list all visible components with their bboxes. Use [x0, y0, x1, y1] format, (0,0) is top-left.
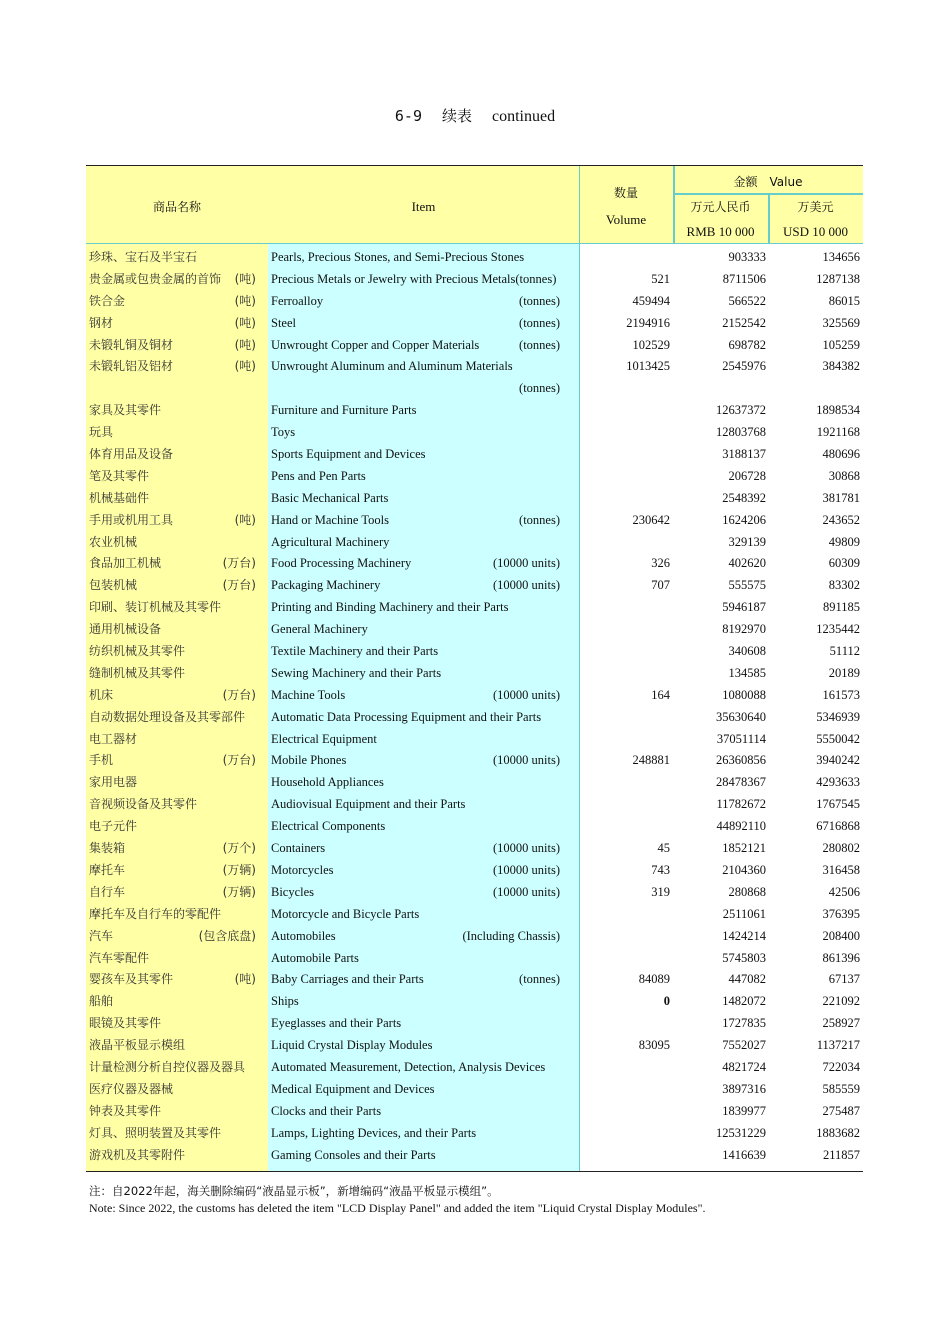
usd-value-cell: 891185: [822, 600, 860, 615]
unit-en: (tonnes): [519, 381, 560, 396]
table-row: [86, 400, 863, 422]
table-row: [86, 1145, 863, 1167]
table-row: [86, 729, 863, 751]
unit-en: (10000 units): [492, 687, 560, 702]
volume-cell: 707: [651, 578, 670, 593]
header-rmb-cn: 万元人民币: [690, 200, 751, 214]
item-name-en: Bicycles: [271, 884, 315, 899]
item-name-cn: 贵金属或包贵金属的首饰: [89, 271, 222, 286]
item-name-cn: 手机: [89, 753, 114, 768]
item-name-cn: 纺织机械及其零件: [89, 644, 186, 659]
table-row: [86, 247, 863, 269]
table-row: [86, 707, 863, 729]
item-name-en: Containers: [271, 841, 326, 856]
volume-cell: 326: [651, 556, 670, 571]
usd-value-cell: 161573: [822, 687, 860, 702]
rmb-value-cell: 3188137: [722, 447, 766, 462]
usd-value-cell: 585559: [822, 1081, 860, 1096]
usd-value-cell: 243652: [822, 512, 860, 527]
item-name-cn: 未锻轧铜及铜材: [89, 337, 174, 352]
rmb-value-cell: 3897316: [722, 1081, 766, 1096]
table-row: [86, 663, 863, 685]
volume-cell: 743: [651, 862, 670, 877]
table-row: [86, 838, 863, 860]
table-row: [86, 816, 863, 838]
table-row: [86, 794, 863, 816]
rmb-value-cell: 12531229: [716, 1125, 766, 1140]
rmb-value-cell: 12803768: [716, 425, 766, 440]
table-number: 6-9: [394, 107, 422, 125]
note-en: Note: Since 2022, the customs has deleted the item "LCD Display Panel" and added the item "Liquid Crystal Display Modules".: [89, 1201, 706, 1215]
table-title: [0, 105, 950, 126]
table-row: [86, 1123, 863, 1145]
item-name-en: Electrical Equipment: [271, 731, 377, 746]
unit-en: (tonnes): [519, 972, 560, 987]
rmb-value-cell: 28478367: [716, 775, 766, 790]
table-row: [86, 313, 863, 335]
volume-cell: 230642: [632, 512, 670, 527]
item-name-en: Automatic Data Processing Equipment and their Parts: [271, 709, 542, 724]
usd-value-cell: 480696: [822, 447, 860, 462]
item-name-en: Textile Machinery and their Parts: [271, 644, 439, 659]
unit-en: (10000 units): [492, 556, 560, 571]
volume-cell: 84089: [638, 972, 670, 987]
header-item-en: Item: [411, 199, 436, 214]
rmb-value-cell: 8711506: [722, 271, 766, 286]
item-name-en: Pearls, Precious Stones, and Semi-Precious Stones: [271, 250, 525, 264]
item-name-en: Packaging Machinery: [271, 578, 381, 593]
usd-value-cell: 83302: [828, 578, 860, 593]
volume-cell: 459494: [632, 293, 670, 308]
table-row: [86, 860, 863, 882]
rmb-value-cell: 7552027: [722, 1038, 766, 1053]
item-name-en: Sewing Machinery and their Parts: [271, 665, 442, 680]
item-name-cn: 钢材: [89, 315, 114, 330]
rmb-value-cell: 11782672: [716, 797, 766, 812]
item-name-cn: 农业机械: [89, 534, 138, 549]
table-row: [86, 575, 863, 597]
usd-value-cell: 376395: [822, 906, 860, 921]
item-name-cn: 音视频设备及其零件: [89, 797, 198, 812]
volume-cell: 319: [651, 884, 670, 899]
rmb-value-cell: 280868: [728, 884, 766, 899]
title-cn: 续表: [441, 107, 472, 125]
rmb-value-cell: 329139: [728, 534, 766, 549]
item-name-cn: 通用机械设备: [89, 622, 162, 637]
item-name-en: Lamps, Lighting Devices, and their Parts: [271, 1125, 477, 1140]
unit-cn: (吨): [234, 271, 256, 286]
table-row: [86, 641, 863, 663]
rmb-value-cell: 26360856: [716, 753, 766, 768]
header-rmb-en: RMB 10 000: [686, 224, 755, 239]
item-name-en: General Machinery: [271, 622, 368, 637]
rmb-value-cell: 1852121: [722, 841, 766, 856]
rmb-value-cell: 2104360: [722, 862, 766, 877]
item-name-en: Food Processing Machinery: [271, 556, 412, 571]
table-row: [86, 1013, 863, 1035]
unit-en: (10000 units): [492, 841, 560, 856]
usd-value-cell: 221092: [822, 994, 860, 1009]
unit-en: (10000 units): [492, 862, 560, 877]
item-name-cn: 玩具: [89, 425, 114, 440]
table-row: [86, 772, 863, 794]
rmb-value-cell: 566522: [728, 293, 766, 308]
table-row: [86, 510, 863, 532]
table-row: [86, 335, 863, 357]
usd-value-cell: 1287138: [816, 271, 860, 286]
rmb-value-cell: 1727835: [722, 1016, 766, 1031]
header-usd-en: USD 10 000: [782, 224, 848, 239]
unit-cn: (吨): [234, 293, 256, 308]
unit-en: (10000 units): [492, 753, 560, 768]
usd-value-cell: 316458: [822, 862, 860, 877]
unit-cn: (万台): [222, 578, 256, 593]
item-name-cn: 摩托车: [89, 862, 126, 877]
rmb-value-cell: 12637372: [716, 403, 766, 418]
item-name-en: Unwrought Copper and Copper Materials: [271, 337, 480, 352]
unit-cn: (吨): [234, 512, 256, 527]
item-name-en: Automated Measurement, Detection, Analysis Devices: [271, 1059, 546, 1074]
usd-value-cell: 20189: [828, 665, 860, 680]
item-name-en: Automobile Parts: [271, 950, 359, 965]
table-row: [86, 532, 863, 554]
table-row: [86, 1035, 863, 1057]
item-name-cn: 手用或机用工具: [89, 512, 174, 527]
rmb-value-cell: 5946187: [722, 600, 766, 615]
unit-en: (10000 units): [492, 578, 560, 593]
table-row: [86, 444, 863, 466]
item-name-en: Motorcycles: [271, 862, 334, 877]
item-name-cn: 婴孩车及其零件: [89, 972, 174, 987]
item-name-en: Agricultural Machinery: [271, 534, 390, 549]
rmb-value-cell: 44892110: [716, 819, 766, 834]
unit-en: (10000 units): [492, 884, 560, 899]
table-row: [86, 422, 863, 444]
usd-value-cell: 105259: [822, 337, 860, 352]
item-name-en: Unwrought Aluminum and Aluminum Materials: [271, 359, 513, 374]
unit-cn: (吨): [234, 337, 256, 352]
usd-value-cell: 6716868: [816, 819, 860, 834]
item-name-cn: 眼镜及其零件: [89, 1016, 162, 1031]
usd-value-cell: 1921168: [816, 425, 860, 440]
item-name-en: Toys: [271, 425, 296, 440]
table-row: [86, 1079, 863, 1101]
item-name-cn: 计量检测分析自控仪器及器具: [89, 1059, 246, 1074]
table-row: [86, 466, 863, 488]
item-name-en: Medical Equipment and Devices: [271, 1081, 435, 1096]
usd-value-cell: 208400: [822, 928, 860, 943]
usd-value-cell: 4293633: [816, 775, 860, 790]
usd-value-cell: 30868: [828, 468, 860, 483]
item-name-en: Audiovisual Equipment and their Parts: [271, 797, 466, 812]
usd-value-cell: 325569: [822, 315, 860, 330]
item-name-cn: 集装箱: [89, 841, 126, 856]
item-name-cn: 家用电器: [89, 775, 138, 790]
header-value: 金额 Value: [733, 175, 803, 189]
item-name-en: Sports Equipment and Devices: [271, 447, 426, 462]
volume-cell: 521: [651, 271, 670, 286]
item-name-cn: 珍珠、宝石及半宝石: [89, 250, 198, 264]
item-name-cn: 自行车: [89, 884, 126, 899]
usd-value-cell: 1883682: [816, 1125, 860, 1140]
volume-cell: 0: [663, 994, 670, 1009]
usd-value-cell: 86015: [828, 293, 860, 308]
table-row: [86, 926, 863, 948]
item-name-en: Baby Carriages and their Parts: [271, 972, 424, 987]
unit-cn: (吨): [234, 972, 256, 987]
rmb-value-cell: 2545976: [722, 359, 766, 374]
item-name-en: Pens and Pen Parts: [271, 468, 366, 483]
usd-value-cell: 1235442: [816, 622, 860, 637]
item-name-cn: 电工器材: [89, 731, 138, 746]
usd-value-cell: 51112: [829, 644, 860, 659]
unit-cn: (万台): [222, 753, 256, 768]
usd-value-cell: 280802: [822, 841, 860, 856]
table-body: [86, 244, 863, 1172]
item-name-en: Precious Metals or Jewelry with Precious Metals(tonnes): [271, 271, 557, 286]
usd-value-cell: 1767545: [816, 797, 860, 812]
header-volume-en: Volume: [605, 212, 647, 227]
table-row: [86, 685, 863, 707]
item-name-en: Motorcycle and Bicycle Parts: [271, 906, 420, 921]
rmb-value-cell: 8192970: [722, 622, 766, 637]
item-name-cn: 未锻轧铝及铝材: [89, 359, 174, 374]
rmb-value-cell: 1839977: [722, 1103, 766, 1118]
unit-cn: (万辆): [222, 884, 256, 899]
item-name-cn: 缝制机械及其零件: [89, 665, 186, 680]
item-name-en: Gaming Consoles and their Parts: [271, 1147, 436, 1162]
unit-cn: (万辆): [222, 862, 256, 877]
item-name-cn: 电子元件: [89, 819, 138, 834]
item-name-en: Electrical Components: [271, 819, 386, 834]
title-en: continued: [492, 108, 556, 125]
table-row: [86, 619, 863, 641]
unit-cn: (包含底盘): [198, 928, 256, 943]
volume-cell: 45: [657, 841, 670, 856]
usd-value-cell: 381781: [822, 490, 860, 505]
rmb-value-cell: 5745803: [722, 950, 766, 965]
unit-cn: (吨): [234, 315, 256, 330]
table-row: [86, 378, 863, 400]
header-usd-cn: 万美元: [797, 200, 834, 214]
unit-en: (tonnes): [519, 512, 560, 527]
item-name-en: Clocks and their Parts: [271, 1103, 382, 1118]
unit-cn: (万个): [222, 841, 256, 856]
unit-cn: (万台): [222, 687, 256, 702]
unit-en: (tonnes): [519, 293, 560, 308]
rmb-value-cell: 698782: [728, 337, 766, 352]
rmb-value-cell: 35630640: [716, 709, 766, 724]
item-name-en: Household Appliances: [271, 775, 384, 790]
rmb-value-cell: 1624206: [722, 512, 766, 527]
item-name-cn: 医疗仪器及器械: [89, 1081, 174, 1096]
usd-value-cell: 1137217: [816, 1038, 860, 1053]
item-name-en: Automobiles: [271, 928, 336, 943]
rmb-value-cell: 37051114: [716, 731, 766, 746]
item-name-en: Basic Mechanical Parts: [271, 490, 389, 505]
usd-value-cell: 134656: [822, 250, 860, 264]
rmb-value-cell: 134585: [728, 665, 766, 680]
table-row: [86, 904, 863, 926]
usd-value-cell: 67137: [828, 972, 860, 987]
rmb-value-cell: 1482072: [722, 994, 766, 1009]
item-name-cn: 自动数据处理设备及其零部件: [89, 709, 246, 724]
table-row: [86, 269, 863, 291]
data-table: [86, 165, 863, 1172]
rmb-value-cell: 4821724: [722, 1059, 766, 1074]
item-name-en: Eyeglasses and their Parts: [271, 1016, 402, 1031]
item-name-en: Mobile Phones: [271, 753, 347, 768]
item-name-en: Ships: [271, 994, 299, 1009]
item-name-cn: 体育用品及设备: [89, 447, 174, 462]
usd-value-cell: 384382: [822, 359, 860, 374]
item-name-cn: 船舶: [89, 994, 114, 1009]
table-row: [86, 597, 863, 619]
rmb-value-cell: 1080088: [722, 687, 766, 702]
table-row: [86, 1057, 863, 1079]
item-name-en: Steel: [271, 315, 296, 330]
item-name-en: Liquid Crystal Display Modules: [271, 1038, 433, 1053]
table-row: [86, 553, 863, 575]
table-row: [86, 750, 863, 772]
header-volume-cn: 数量: [613, 186, 638, 200]
item-name-en: Printing and Binding Machinery and their Parts: [271, 600, 509, 615]
rmb-value-cell: 1416639: [722, 1147, 766, 1162]
item-name-cn: 灯具、照明装置及其零件: [89, 1125, 222, 1140]
item-name-cn: 铁合金: [89, 293, 126, 308]
rmb-value-cell: 2152542: [722, 315, 766, 330]
volume-cell: 83095: [638, 1038, 670, 1053]
item-name-cn: 印刷、装订机械及其零件: [89, 600, 222, 615]
rmb-value-cell: 1424214: [722, 928, 766, 943]
volume-cell: 1013425: [626, 359, 670, 374]
usd-value-cell: 3940242: [816, 753, 860, 768]
table-row: [86, 356, 863, 378]
table-header: [86, 165, 863, 244]
unit-cn: (万台): [222, 556, 256, 571]
usd-value-cell: 861396: [822, 950, 860, 965]
usd-value-cell: 275487: [822, 1103, 860, 1118]
table-row: [86, 1101, 863, 1123]
rmb-value-cell: 340608: [728, 644, 766, 659]
rmb-value-cell: 903333: [728, 250, 766, 264]
volume-cell: 164: [651, 687, 670, 702]
usd-value-cell: 258927: [822, 1016, 860, 1031]
usd-value-cell: 5550042: [816, 731, 860, 746]
rmb-value-cell: 555575: [728, 578, 766, 593]
rmb-value-cell: 2548392: [722, 490, 766, 505]
volume-cell: 2194916: [626, 315, 670, 330]
rmb-value-cell: 2511061: [722, 906, 766, 921]
item-name-cn: 钟表及其零件: [89, 1103, 162, 1118]
item-name-cn: 机床: [89, 687, 114, 702]
item-name-cn: 食品加工机械: [89, 556, 162, 571]
unit-en: (Including Chassis): [462, 928, 560, 943]
item-name-cn: 笔及其零件: [89, 468, 150, 483]
usd-value-cell: 211857: [822, 1147, 860, 1162]
item-name-cn: 汽车零配件: [89, 950, 150, 965]
item-name-cn: 摩托车及自行车的零配件: [89, 906, 222, 921]
item-name-en: Ferroalloy: [271, 293, 324, 308]
item-name-cn: 家具及其零件: [89, 403, 162, 418]
usd-value-cell: 5346939: [816, 709, 860, 724]
volume-cell: 248881: [632, 753, 670, 768]
item-name-cn: 液晶平板显示模组: [89, 1038, 186, 1053]
rmb-value-cell: 447082: [728, 972, 766, 987]
item-name-en: Hand or Machine Tools: [271, 512, 389, 527]
usd-value-cell: 722034: [822, 1059, 860, 1074]
note-cn: 注：自2022年起，海关删除编码“液晶显示板”，新增编码“液晶平板显示模组”。: [89, 1184, 499, 1198]
usd-value-cell: 60309: [828, 556, 860, 571]
item-name-cn: 汽车: [89, 928, 114, 943]
item-name-cn: 包装机械: [89, 578, 138, 593]
header-item-cn: 商品名称: [152, 200, 201, 214]
item-name-en: Furniture and Furniture Parts: [271, 403, 417, 418]
table-row: [86, 969, 863, 991]
usd-value-cell: 1898534: [816, 403, 860, 418]
unit-cn: (吨): [234, 359, 256, 374]
item-name-en: Machine Tools: [271, 687, 346, 702]
unit-en: (tonnes): [519, 337, 560, 352]
table-row: [86, 991, 863, 1013]
table-row: [86, 488, 863, 510]
table-row: [86, 882, 863, 904]
item-name-cn: 游戏机及其零附件: [89, 1147, 186, 1162]
volume-cell: 102529: [632, 337, 670, 352]
table-row: [86, 948, 863, 970]
table-row: [86, 291, 863, 313]
table-notes: [89, 1183, 706, 1217]
unit-en: (tonnes): [519, 315, 560, 330]
item-name-cn: 机械基础件: [89, 490, 150, 505]
rmb-value-cell: 206728: [728, 468, 766, 483]
usd-value-cell: 42506: [828, 884, 860, 899]
usd-value-cell: 49809: [828, 534, 860, 549]
rmb-value-cell: 402620: [728, 556, 766, 571]
